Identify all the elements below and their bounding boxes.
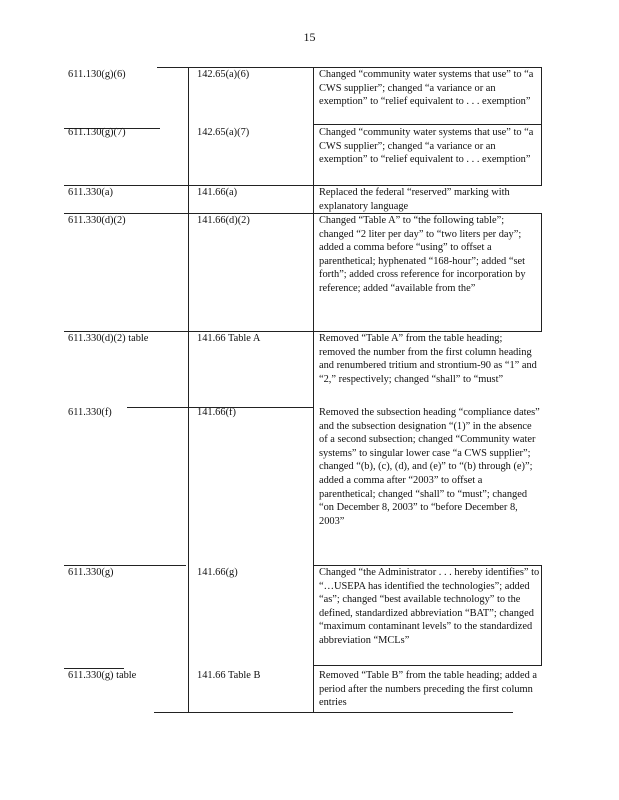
table-cell-change: Changed “Table A” to “the following table”; changed “2 liter per day” to “two liters per day”; added a comma before “using” to offset a parenthetical; hyphenated “168-hour”; added “set forth”; added cross reference for incorporation by reference; added “available from the” <box>319 215 526 294</box>
table-cell-change: Removed “Table B” from the table heading; added a period after the numbers preceding the first column entries <box>319 670 537 709</box>
table-cell-federal: 141.66 Table B <box>197 670 261 681</box>
table-cell-federal: 141.66(a) <box>197 187 238 198</box>
page-number: 15 <box>303 30 316 44</box>
row-divider <box>313 124 542 125</box>
table-cell-section: 611.330(f) <box>68 407 112 418</box>
table-cell-change: Replaced the federal “reserved” marking with explanatory language <box>319 187 510 212</box>
table-cell-section: 611.330(a) <box>68 187 113 198</box>
row-divider <box>313 665 542 666</box>
table-cell-federal: 141.66 Table A <box>197 333 261 344</box>
table-cell-federal: 142.65(a)(6) <box>197 69 250 80</box>
table-cell-federal: 142.65(a)(7) <box>197 127 250 138</box>
table-right-border <box>541 213 542 331</box>
table-cell-federal: 141.66(d)(2) <box>197 215 250 226</box>
table-cell-change: Changed “the Administrator . . . hereby identifies” to “…USEPA has identified the technologies”; added “as”; changed “best available technology” to the defined, standardized abbreviation “BAT”; changed “maximum contaminant levels” to the standardized abbreviation “MCLs” <box>319 567 540 646</box>
table-cell-section: 611.330(g) <box>68 567 114 578</box>
table-right-border <box>541 565 542 666</box>
table-cell-federal: 141.66(g) <box>197 567 238 578</box>
table-cell-change: Removed “Table A” from the table heading; removed the number from the first column heading and renumbered tritium and strontium-90 as “1” and “2,” respectively; changed “shall” to “must” <box>319 333 537 385</box>
table-cell-section: 611.330(d)(2) table <box>68 333 149 344</box>
table-cell-section: 611.330(d)(2) <box>68 215 126 226</box>
column-divider <box>188 67 189 712</box>
table-bottom-border <box>154 712 513 713</box>
table-cell-section: 611.330(g) table <box>68 670 137 681</box>
table-cell-section: 611.130(g)(6) <box>68 69 126 80</box>
table-cell-change: Changed “community water systems that use” to “a CWS supplier”; changed “a variance or an exemption” to “relief equivalent to . . . exemption” <box>319 69 534 108</box>
table-right-border <box>541 67 542 185</box>
table-cell-change: Removed the subsection heading “compliance dates” and the subsection designation “(1)” in the absence of a second subsection; changed “Community water systems” to singular lower case “a CWS supplier”; changed “(b), (c), (d), and (e)” to “(b) through (e)”; added a comma after “2003” to offset a parenthetical; changed “shall” to “must”; changed “on December 8, 2003” to “before December 8, 2003” <box>319 407 540 527</box>
table-cell-change: Changed “community water systems that use” to “a CWS supplier”; changed “a variance or an exemption” to “relief equivalent to . . . exemption” <box>319 127 534 166</box>
table-cell-federal: 141.66(f) <box>197 407 236 418</box>
column-divider <box>313 67 314 712</box>
table-cell-section: 611.130(g)(7) <box>68 127 126 138</box>
